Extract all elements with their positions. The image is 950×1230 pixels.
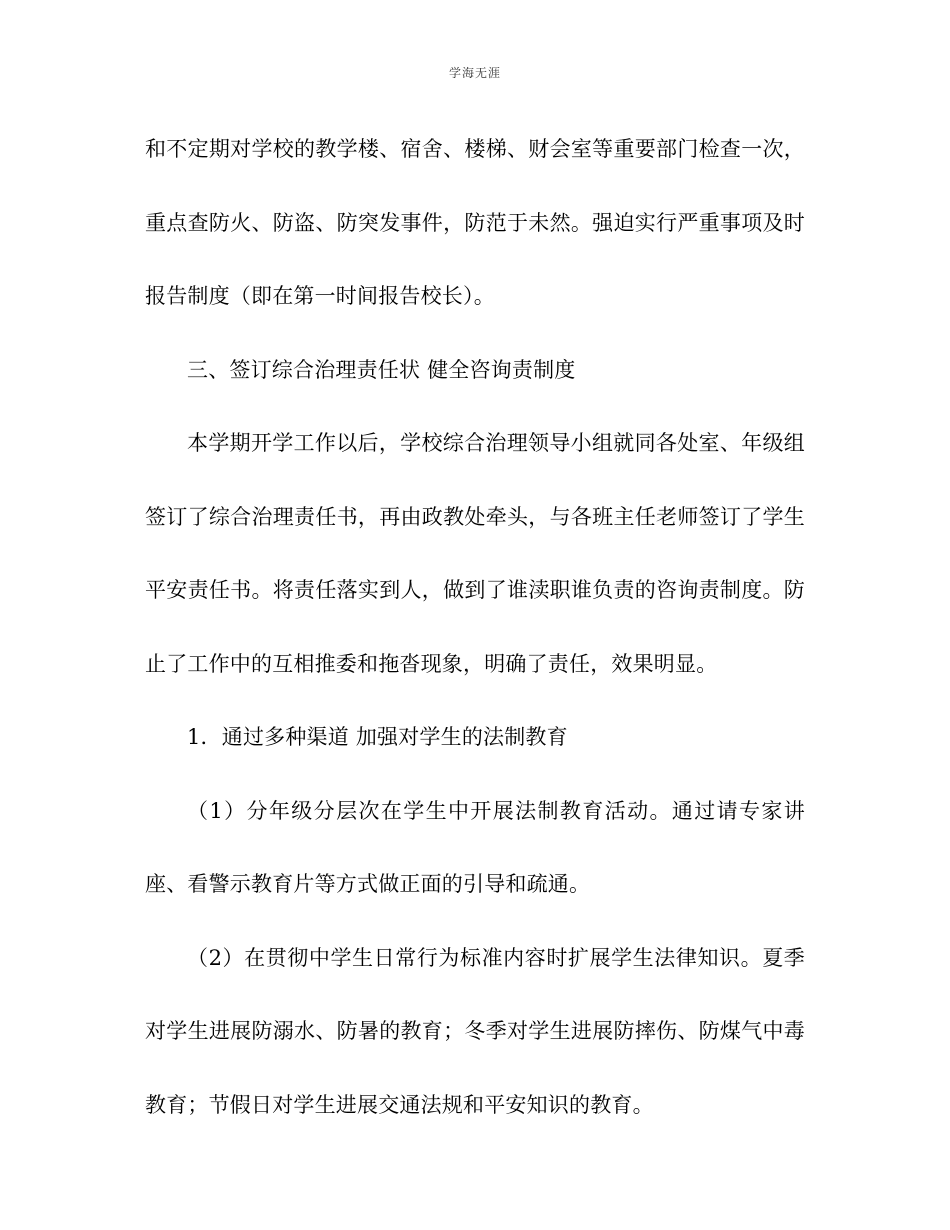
subsection-heading: 1．通过多种渠道 加强对学生的法制教育 (187, 725, 568, 749)
page-header: 学海无涯 (448, 66, 501, 80)
section-heading: 三、签订综合治理责任状 健全咨询责制度 (187, 357, 576, 382)
paragraph-continuation: 和不定期对学校的教学楼、宿舍、楼梯、财会室等重要部门检查一次，重点查防火、防盗、防突发事件，防范于未然。强迫实行严重事项及时报告制度（即在第一时间报告校长）。 (145, 137, 805, 308)
document-body (145, 113, 805, 1142)
list-item: （2）在贯彻中学生日常行为标准内容时扩展学生法律知识。夏季对学生进展防溺水、防暑的教育；冬季对学生进展防摔伤、防煤气中毒教育；节假日对学生进展交通法规和平安知识的教育。 (145, 945, 805, 1117)
list-item: （1）分年级分层次在学生中开展法制教育活动。通过请专家讲座、看警示教育片等方式做正面的引导和疏通。 (145, 798, 805, 896)
paragraph: 本学期开学工作以后，学校综合治理领导小组就同各处室、年级组签订了综合治理责任书，再由政教处牵头，与各班主任老师签订了学生平安责任书。将责任落实到人，做到了谁渎职谁负责的咨询责制度。防止了工作中的互相推委和拖沓现象，明确了责任，效果明显。 (145, 431, 805, 676)
